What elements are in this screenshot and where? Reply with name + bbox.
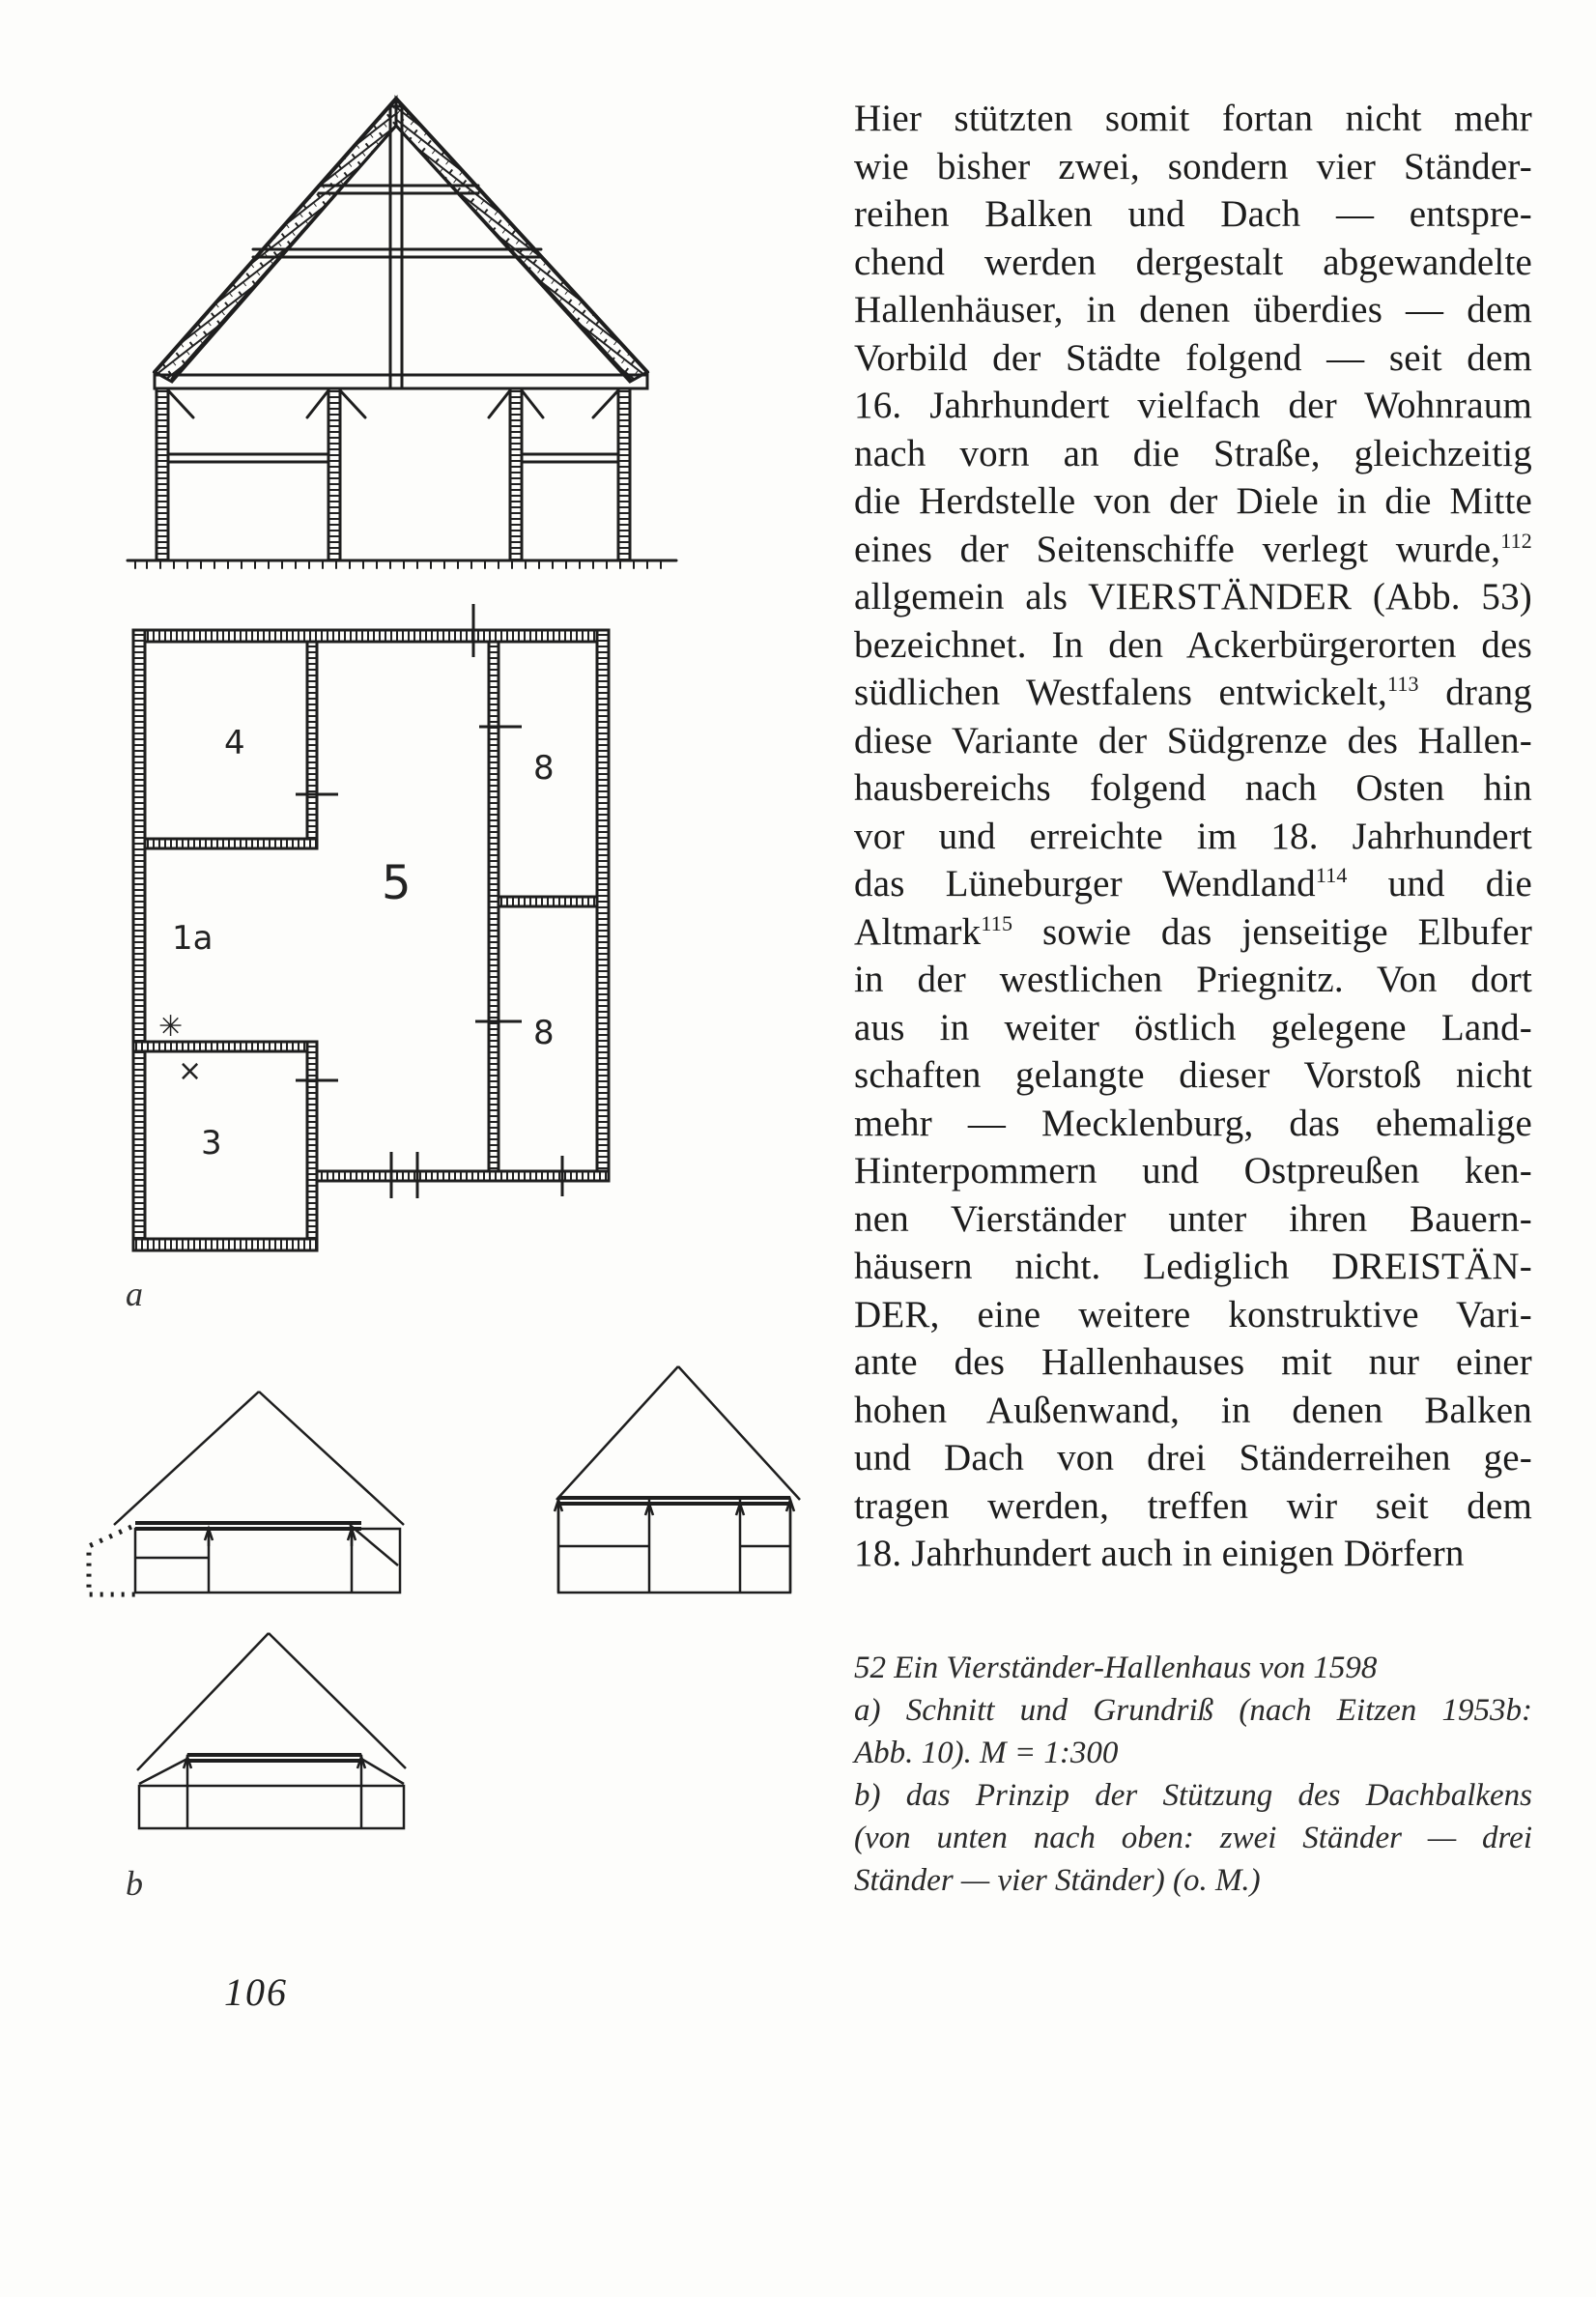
text-line: Hallenhäuser, in denen überdies — dem xyxy=(854,289,1532,330)
text-line: wie bisher zwei, sondern vier Ständer- xyxy=(854,145,1532,187)
text-line xyxy=(854,860,1532,908)
footnote-ref: 114 xyxy=(1315,863,1348,887)
body-text xyxy=(854,95,1532,1578)
text-line: und Dach von drei Ständerreihen ge- xyxy=(854,1437,1532,1479)
text-line: diese Variante der Südgrenze des Hallen- xyxy=(854,719,1532,761)
text-segment: sowie das jenseitige Elbufer xyxy=(1042,910,1533,953)
text-segment: drang xyxy=(1445,672,1532,713)
footnote-ref: 115 xyxy=(981,910,1013,935)
figure-label-b: b xyxy=(126,1864,143,1903)
footnote-ref: 112 xyxy=(1500,528,1532,553)
principle-sketch-four-posts xyxy=(555,1366,800,1593)
text-segment: südlichen Westfalens entwickelt, xyxy=(854,672,1387,713)
text-line: hausbereichs folgend nach Osten hin xyxy=(854,767,1532,809)
text-segment: und die xyxy=(1387,863,1533,904)
principle-sketch-three-posts xyxy=(137,1633,406,1828)
footnote-ref: 113 xyxy=(1386,672,1419,696)
text-line: tragen werden, treffen wir seit dem xyxy=(854,1484,1532,1527)
caption-line: b) das Prinzip der Stützung des Dachbalkens xyxy=(854,1778,1532,1813)
text-line: bezeichnet. In den Ackerbürgerorten des xyxy=(854,623,1532,666)
text-line: in der westlichen Priegnitz. Von dort xyxy=(854,959,1532,1000)
text-line xyxy=(854,669,1532,717)
caption-line: 52 Ein Vierständer-Hallenhaus von 1598 xyxy=(854,1651,1378,1685)
text-line: häusern nicht. Lediglich DREISTÄN- xyxy=(854,1246,1532,1287)
principle-sketch-two-posts xyxy=(89,1392,404,1594)
text-line: Hier stützten somit fortan nicht mehr xyxy=(854,98,1532,139)
hearth-mark: ✳ xyxy=(158,1010,184,1044)
text-segment: das Lüneburger Wendland xyxy=(854,863,1316,904)
cross-mark: × xyxy=(178,1054,203,1088)
text-line: aus in weiter östlich gelegene Land- xyxy=(854,1006,1532,1048)
text-line: nen Vierständer unter ihren Bauern- xyxy=(854,1197,1532,1240)
text-segment: Altmark xyxy=(854,910,982,953)
text-line: 16. Jahrhundert vielfach der Wohnraum xyxy=(854,385,1532,426)
text-line: die Herdstelle von der Diele in die Mitte xyxy=(854,480,1532,522)
text-line: schaften gelangte dieser Vorstoß nicht xyxy=(854,1054,1532,1096)
caption-line: a) Schnitt und Grundriß (nach Eitzen 1953b: xyxy=(854,1693,1532,1728)
room-label-5: 5 xyxy=(382,856,412,910)
caption-line: Abb. 10). M = 1:300 xyxy=(854,1736,1119,1770)
room-label-8-top: 8 xyxy=(533,749,555,788)
text-line xyxy=(854,526,1532,574)
text-line: 18. Jahrhundert auch in einigen Dörfern xyxy=(854,1533,1465,1574)
room-label-3: 3 xyxy=(201,1124,222,1163)
caption-line: (von unten nach oben: zwei Ständer — drei xyxy=(854,1821,1532,1855)
text-line: reihen Balken und Dach — entspre- xyxy=(854,193,1532,235)
section-drawing xyxy=(128,99,676,568)
figure-label-a: a xyxy=(126,1275,143,1313)
text-line: Hinterpommern und Ostpreußen ken- xyxy=(854,1150,1532,1192)
page-number: 106 xyxy=(224,1970,288,2014)
text-line: ante des Hallenhauses mit nur einer xyxy=(854,1341,1532,1383)
text-line: vor und erreichte im 18. Jahrhundert xyxy=(854,815,1532,857)
text-line: Vorbild der Städte folgend — seit dem xyxy=(854,336,1532,379)
figure-caption xyxy=(854,1647,1532,1902)
text-line: hohen Außenwand, in denen Balken xyxy=(854,1389,1532,1431)
text-segment: eines der Seitenschiffe verlegt wurde, xyxy=(854,528,1501,570)
text-line: allgemein als VIERSTÄNDER (Abb. 53) xyxy=(854,576,1532,617)
text-line: nach vorn an die Straße, gleichzeitig xyxy=(854,432,1532,474)
text-line: DER, eine weitere konstruktive Vari- xyxy=(854,1293,1532,1335)
caption-line: Ständer — vier Ständer) (o. M.) xyxy=(854,1863,1261,1898)
text-line xyxy=(854,908,1532,957)
text-line: mehr — Mecklenburg, das ehemalige xyxy=(854,1102,1532,1144)
room-label-8-bottom: 8 xyxy=(533,1014,555,1052)
room-label-1a: 1a xyxy=(172,919,214,958)
room-label-4: 4 xyxy=(224,724,245,762)
text-line: chend werden dergestalt abgewandelte xyxy=(854,241,1532,283)
